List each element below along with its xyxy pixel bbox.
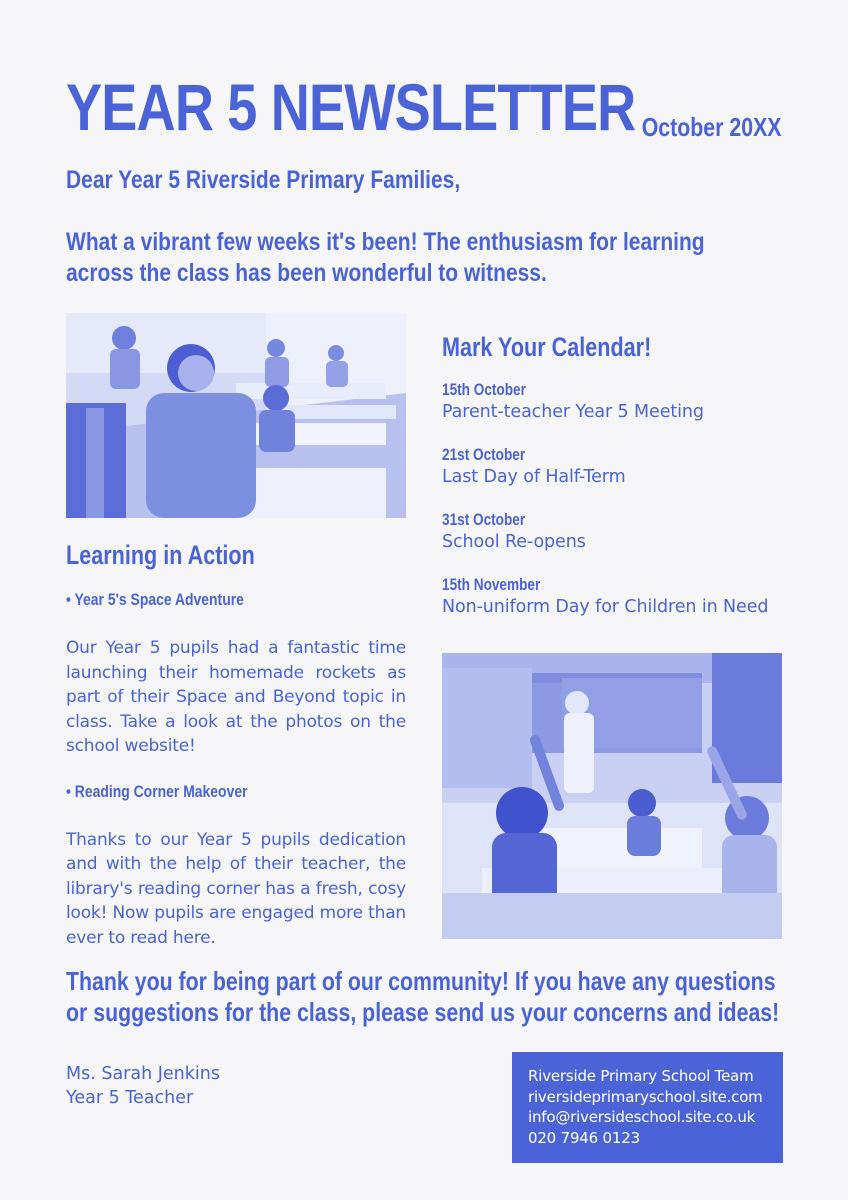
signature-role: Year 5 Teacher — [66, 1088, 194, 1108]
calendar-list — [442, 380, 802, 640]
classroom-photo-pupils-at-desks — [66, 313, 406, 518]
event-name: Parent-teacher Year 5 Meeting — [442, 402, 704, 422]
closing-message: Thank you for being part of our community! If you have any questions or suggestions for the class, please send us your concerns and ideas! — [66, 966, 780, 1028]
event-date: 15th October — [442, 380, 526, 399]
event-date: 31st October — [442, 510, 526, 529]
signature — [66, 1062, 220, 1110]
contact-team: Riverside Primary School Team — [528, 1067, 754, 1085]
greeting: Dear Year 5 Riverside Primary Families, — [66, 166, 461, 194]
event-name: School Re-opens — [442, 532, 586, 552]
calendar-event — [442, 380, 802, 445]
calendar-event — [442, 575, 802, 640]
calendar-event — [442, 510, 802, 575]
learning-section — [66, 590, 406, 950]
event-name: Last Day of Half-Term — [442, 467, 626, 487]
event-name: Non-uniform Day for Children in Need — [442, 597, 769, 617]
contact-phone: 020 7946 0123 — [528, 1128, 640, 1147]
learning-section-title: Learning in Action — [66, 540, 255, 570]
calendar-event — [442, 445, 802, 510]
contact-website[interactable]: riversideprimaryschool.site.com — [528, 1087, 763, 1106]
newsletter-date: October 20XX — [642, 112, 782, 142]
signature-name: Ms. Sarah Jenkins — [66, 1064, 220, 1084]
intro-text: What a vibrant few weeks it's been! The enthusiasm for learning across the class has been wonderful to witness. — [66, 228, 705, 288]
classroom-photo-raised-hands — [442, 653, 782, 939]
learning-item-text: Our Year 5 pupils had a fantastic time launching their homemade rockets as part of their Space and Beyond topic in class. Take a look at the photos on the school website! — [66, 638, 406, 756]
learning-item-text: Thanks to our Year 5 pupils dedication and with the help of their teacher, the library's reading corner has a fresh, cosy look! Now pupils are engaged more than ever to read here. — [66, 829, 406, 948]
contact-box — [512, 1052, 783, 1163]
learning-item-heading: • Reading Corner Makeover — [66, 781, 248, 801]
calendar-section-title: Mark Your Calendar! — [442, 332, 652, 362]
event-date: 21st October — [442, 445, 526, 464]
learning-item-heading: • Year 5's Space Adventure — [66, 590, 244, 609]
contact-email[interactable]: info@riversideschool.site.co.uk — [528, 1108, 756, 1126]
event-date: 15th November — [442, 575, 541, 594]
newsletter-title: YEAR 5 NEWSLETTER — [66, 70, 636, 144]
